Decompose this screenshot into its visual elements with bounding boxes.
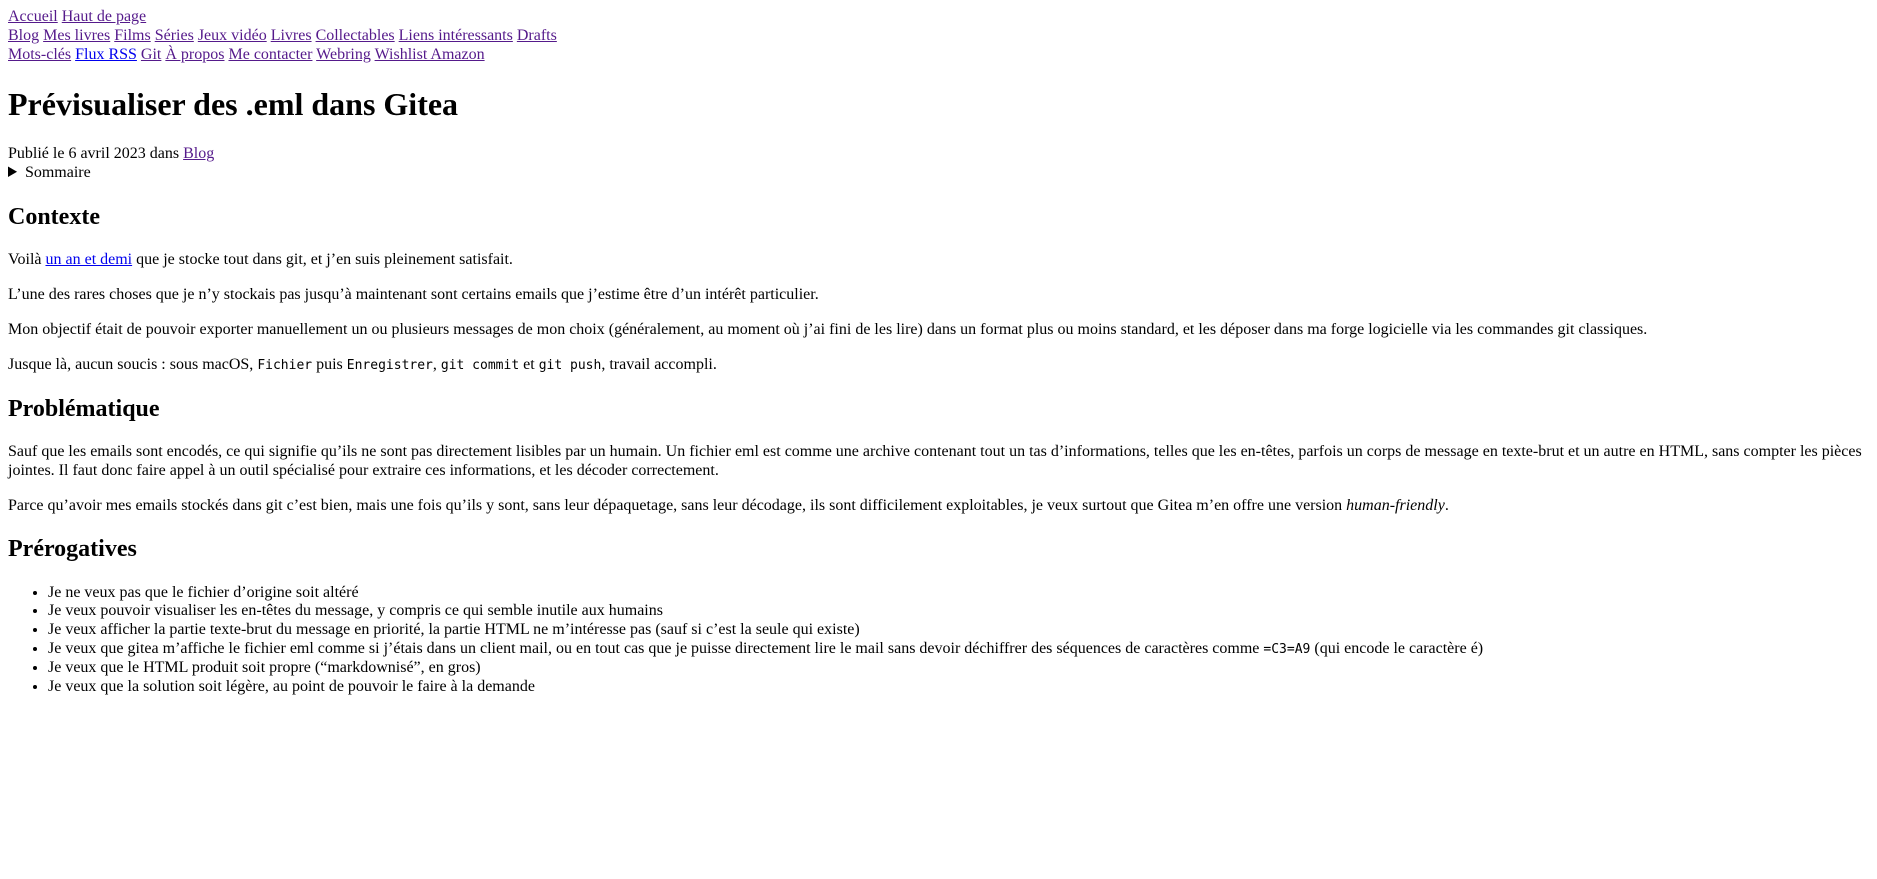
list-item: • Je veux pouvoir visualiser les en-têtes du message, y compris ce qui semble inutile aux humains xyxy=(48,602,1869,621)
section-problematique xyxy=(8,395,1869,516)
nav-link-a-propos[interactable]: À propos xyxy=(165,45,225,63)
nav-row-top xyxy=(8,8,1869,27)
nav-link-blog[interactable]: Blog xyxy=(8,26,40,44)
nav-link-wishlist-amazon[interactable]: Wishlist Amazon xyxy=(374,45,485,63)
inline-code-git-commit: git commit xyxy=(440,357,520,373)
nav-link-git[interactable]: Git xyxy=(140,45,162,63)
text-segment: , xyxy=(432,355,441,373)
inline-code-fichier: Fichier xyxy=(257,357,313,373)
text-segment: Voilà xyxy=(8,251,46,269)
list-item: • Je ne veux pas que le fichier d’origine soit altéré xyxy=(48,584,1869,603)
inline-code-encoded-sequence: =C3=A9 xyxy=(1263,642,1311,658)
text-segment: , travail accompli. xyxy=(601,355,717,373)
toc-summary[interactable]: Sommaire xyxy=(24,164,91,182)
category-link-blog[interactable]: Blog xyxy=(183,145,215,163)
contexte-paragraph-2: L’une des rares choses que je n’y stockais pas jusqu’à maintenant sont certains emails que j’estime être d’un intérêt particulier. xyxy=(8,286,819,303)
page-title: Prévisualiser des .eml dans Gitea xyxy=(8,86,459,123)
text-segment: puis xyxy=(312,355,347,373)
post-meta xyxy=(8,145,1869,183)
nav-link-haut-de-page[interactable]: Haut de page xyxy=(61,8,147,25)
nav-row-meta xyxy=(8,46,1869,65)
contexte-paragraph-3: Mon objectif était de pouvoir exporter manuellement un ou plusieurs messages de mon choix (généralement, au moment où j’ai fini de les lire) dans un format plus ou moins standard, et les déposer dans ma forge logicielle via les commandes git classiques. xyxy=(8,320,1648,338)
list-item: • Je veux afficher la partie texte-brut du message en priorité, la partie HTML ne m’intéresse pas (sauf si c’est la seule qui existe) xyxy=(48,621,1869,640)
text-segment: et xyxy=(519,355,539,373)
text-segment: Parce qu’avoir mes emails stockés dans git c’est bien, mais une fois qu’ils y sont, sans leur dépaquetage, sans leur décodage, ils sont difficilement exploitables, je veux surtout que Gitea m’en offre une version xyxy=(8,496,1347,514)
prerogatives-list xyxy=(8,584,1869,697)
heading-prerogatives: Prérogatives xyxy=(8,536,137,563)
publish-info xyxy=(8,145,1869,164)
nav-link-flux-rss[interactable]: Flux RSS xyxy=(75,45,137,63)
heading-contexte: Contexte xyxy=(8,203,100,230)
heading-problematique: Problématique xyxy=(8,395,160,422)
inline-code-git-push: git push xyxy=(538,357,602,373)
nav-link-webring[interactable]: Webring xyxy=(316,45,371,63)
problematique-paragraph-2 xyxy=(8,497,1869,516)
list-item: • Je veux que la solution soit légère, au point de pouvoir le faire à la demande xyxy=(48,678,1869,697)
site-nav xyxy=(8,8,1869,65)
toc-details xyxy=(8,164,1869,183)
text-segment: Je veux que gitea m’affiche le fichier eml comme si j’étais dans un client mail, ou en tout cas que je puisse directement lire le mail sans devoir déchiffrer des séquences de caractères comme xyxy=(48,640,1264,658)
nav-link-me-contacter[interactable]: Me contacter xyxy=(228,45,313,63)
section-prerogatives xyxy=(8,535,1869,696)
blog-post xyxy=(8,86,1869,697)
link-un-an-et-demi[interactable]: un an et demi xyxy=(45,251,133,269)
nav-link-livres[interactable]: Livres xyxy=(270,26,312,44)
nav-link-mots-cles[interactable]: Mots-clés xyxy=(8,45,72,63)
nav-link-series[interactable]: Séries xyxy=(154,26,194,44)
text-segment: que je stocke tout dans git, et j’en suis pleinement satisfait. xyxy=(132,251,513,269)
nav-link-collectables[interactable]: Collectables xyxy=(315,26,395,44)
nav-link-films[interactable]: Films xyxy=(114,26,151,44)
list-item: • Je veux que le HTML produit soit propre (“markdownisé”, en gros) xyxy=(48,659,1869,678)
contexte-paragraph-1 xyxy=(8,251,1869,270)
nav-link-drafts[interactable]: Drafts xyxy=(516,26,557,44)
text-segment: Jusque là, aucun soucis : sous macOS, xyxy=(8,355,258,373)
publish-info-text: Publié le 6 avril 2023 dans xyxy=(8,145,184,163)
text-segment: (qui encode le caractère é) xyxy=(1310,640,1484,658)
section-contexte xyxy=(8,203,1869,375)
contexte-paragraph-4 xyxy=(8,356,1869,375)
text-segment: . xyxy=(1444,496,1449,514)
nav-link-mes-livres[interactable]: Mes livres xyxy=(43,26,111,44)
nav-row-sections xyxy=(8,27,1869,46)
inline-code-enregistrer: Enregistrer xyxy=(346,357,433,373)
problematique-paragraph-1: Sauf que les emails sont encodés, ce qui signifie qu’ils ne sont pas directement lisibles par un humain. Un fichier eml est comme une archive contenant tout un tas d’informations, telles que les en-têtes, parfois un corps de message en texte-brut et un autre en HTML, sans compter les pièces jointes. Il faut donc faire appel à un outil spécialisé pour extraire ces informations, et les décoder correctement. xyxy=(8,442,1862,479)
emphasis-human-friendly: human-friendly xyxy=(1346,496,1445,514)
nav-link-accueil[interactable]: Accueil xyxy=(8,8,58,25)
nav-link-jeux-video[interactable]: Jeux vidéo xyxy=(197,26,267,44)
list-item xyxy=(48,640,1869,659)
nav-link-liens-interessants[interactable]: Liens intéressants xyxy=(398,26,513,44)
